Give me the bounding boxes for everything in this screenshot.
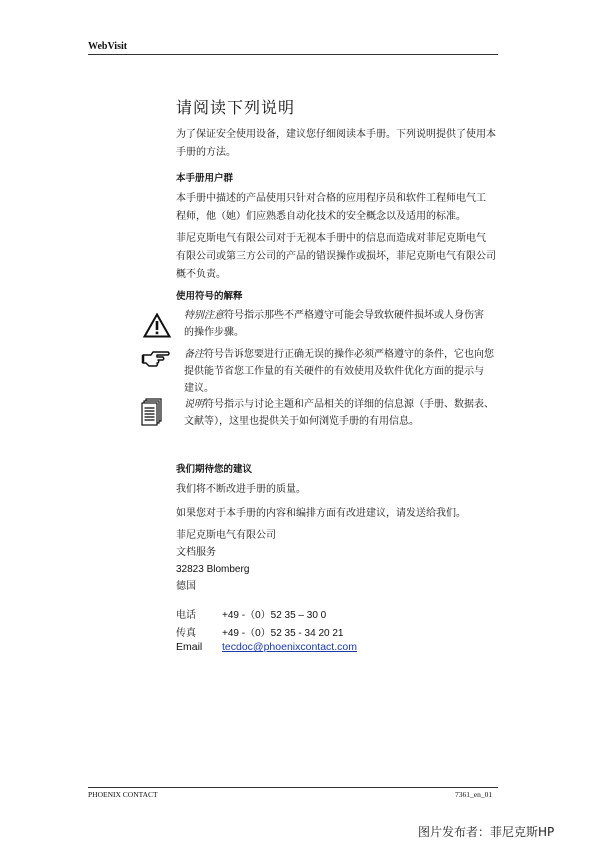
contact-phone-row: 电话 +49 -（0）52 35 – 30 0 [176,610,327,621]
document-pages-icon [141,398,163,426]
suggestions-heading: 我们期待您的建议 [176,464,253,475]
users-paragraph-2: 菲尼克斯电气有限公司对于无视本手册中的信息而造成对菲尼克斯电气 有限公司或第三方公司的产品的错误操作或损坏，菲尼克斯电气有限公司 概不负责。 [176,233,496,280]
address-block: 菲尼克斯电气有限公司 文档服务 32823 Blomberg 德国 [176,530,276,592]
warning-triangle-icon [143,313,171,338]
footer-left: PHOENIX CONTACT [88,790,158,799]
header-rule [88,54,498,55]
contact-fax-row: 传真 +49 -（0）52 35 - 34 20 21 [176,628,344,639]
contact-email-row: Email tecdoc@phoenixcontact.com [176,641,357,653]
suggestions-paragraph-1: 我们将不断改进手册的质量。 [176,484,306,495]
suggestions-paragraph-2: 如果您对于本手册的内容和编排方面有改进建议，请发送给我们。 [176,508,466,519]
symbol-item-note: 备注符号告诉您要进行正确无误的操作必须严格遵守的条件，它也向您 提供能节省您工作量的有关硬件的有效使用及软件优化方面的提示与 建议。 [184,349,494,394]
email-link[interactable]: tecdoc@phoenixcontact.com [222,641,357,653]
users-heading: 本手册用户群 [176,173,234,184]
intro-paragraph: 为了保证安全使用设备，建议您仔细阅读本手册。下列说明提供了使用本 手册的方法。 [176,129,496,158]
users-paragraph-1: 本手册中描述的产品使用只针对合格的应用程序员和软件工程师电气工 程师，他（她）们应熟悉自动化技术的安全概念以及适用的标准。 [176,193,486,222]
publisher-credit: 图片发布者：菲尼克斯HP [418,825,555,839]
symbol-item-warning: 特别注意符号指示那些不严格遵守可能会导致软硬件损坏或人身伤害 的操作步骤。 [184,310,484,338]
footer-right: 7361_en_01 [455,790,493,799]
symbols-heading: 使用符号的解释 [176,291,243,302]
footer-rule [88,787,498,788]
page-title: 请阅读下列说明 [176,98,296,117]
symbol-item-info: 说明符号指示与讨论主题和产品相关的详细的信息源（手册、数据表、 文献等），这里也提供关于如何浏览手册的有用信息。 [184,399,494,427]
running-header: WebVisit [88,41,128,52]
pointing-hand-icon [141,350,171,368]
